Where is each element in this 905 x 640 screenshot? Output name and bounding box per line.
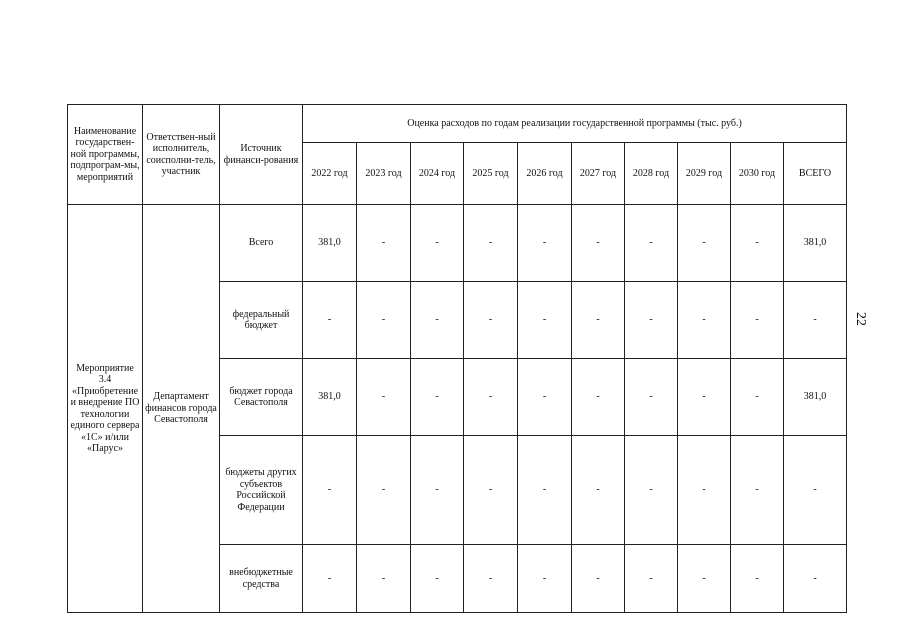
table-row: [68, 205, 847, 282]
measure-name: Мероприятие 3.4 «Приобретение и внедрение ПО технологии единого сервера «1С» и/или «Парус»: [68, 205, 143, 613]
value-cell: -: [784, 545, 847, 613]
funding-source: бюджет города Севастополя: [220, 359, 303, 436]
header-year: 2026 год: [518, 143, 572, 205]
value-cell: -: [572, 282, 625, 359]
value-cell: -: [678, 545, 731, 613]
value-cell: 381,0: [784, 359, 847, 436]
funding-source: федеральный бюджет: [220, 282, 303, 359]
header-year: 2027 год: [572, 143, 625, 205]
value-cell: -: [625, 205, 678, 282]
value-cell: -: [784, 282, 847, 359]
funding-source: бюджеты других субъектов Российской Федерации: [220, 436, 303, 545]
value-cell: -: [731, 545, 784, 613]
value-cell: -: [518, 545, 572, 613]
value-cell: -: [464, 205, 518, 282]
value-cell: -: [303, 282, 357, 359]
value-cell: -: [411, 436, 464, 545]
value-cell: -: [518, 205, 572, 282]
value-cell: -: [625, 359, 678, 436]
value-cell: -: [303, 436, 357, 545]
value-cell: -: [572, 205, 625, 282]
value-cell: -: [411, 359, 464, 436]
value-cell: -: [464, 282, 518, 359]
value-cell: -: [625, 545, 678, 613]
value-cell: -: [678, 205, 731, 282]
value-cell: -: [625, 436, 678, 545]
header-year: ВСЕГО: [784, 143, 847, 205]
value-cell: -: [731, 359, 784, 436]
value-cell: -: [411, 282, 464, 359]
header-year: 2022 год: [303, 143, 357, 205]
value-cell: -: [678, 359, 731, 436]
value-cell: -: [357, 545, 411, 613]
value-cell: -: [518, 282, 572, 359]
value-cell: -: [411, 205, 464, 282]
header-name: Наименование государствен-ной программы, подпрограм-мы, мероприятий: [68, 105, 143, 205]
value-cell: -: [464, 545, 518, 613]
value-cell: -: [357, 359, 411, 436]
value-cell: -: [464, 436, 518, 545]
header-year: 2025 год: [464, 143, 518, 205]
value-cell: -: [572, 436, 625, 545]
header-source: Источник финанси-рования: [220, 105, 303, 205]
value-cell: -: [357, 282, 411, 359]
value-cell: -: [625, 282, 678, 359]
header-year: 2029 год: [678, 143, 731, 205]
value-cell: 381,0: [303, 205, 357, 282]
value-cell: -: [518, 436, 572, 545]
page-number: 22: [853, 312, 868, 326]
funding-source: внебюджетные средства: [220, 545, 303, 613]
header-year: 2023 год: [357, 143, 411, 205]
value-cell: -: [731, 436, 784, 545]
value-cell: -: [518, 359, 572, 436]
header-year: 2030 год: [731, 143, 784, 205]
value-cell: -: [303, 545, 357, 613]
header-expense-title: Оценка расходов по годам реализации государственной программы (тыс. руб.): [303, 105, 847, 143]
value-cell: -: [411, 545, 464, 613]
value-cell: -: [357, 205, 411, 282]
header-year: 2028 год: [625, 143, 678, 205]
value-cell: -: [357, 436, 411, 545]
value-cell: -: [731, 282, 784, 359]
value-cell: -: [572, 359, 625, 436]
value-cell: -: [678, 436, 731, 545]
budget-table: [67, 104, 847, 613]
value-cell: -: [572, 545, 625, 613]
header-executor: Ответствен-ный исполнитель, соисполни-тель, участник: [143, 105, 220, 205]
value-cell: -: [464, 359, 518, 436]
measure-executor: Департамент финансов города Севастополя: [143, 205, 220, 613]
header-year: 2024 год: [411, 143, 464, 205]
value-cell: -: [731, 205, 784, 282]
value-cell: -: [678, 282, 731, 359]
value-cell: -: [784, 436, 847, 545]
value-cell: 381,0: [303, 359, 357, 436]
value-cell: 381,0: [784, 205, 847, 282]
funding-source: Всего: [220, 205, 303, 282]
